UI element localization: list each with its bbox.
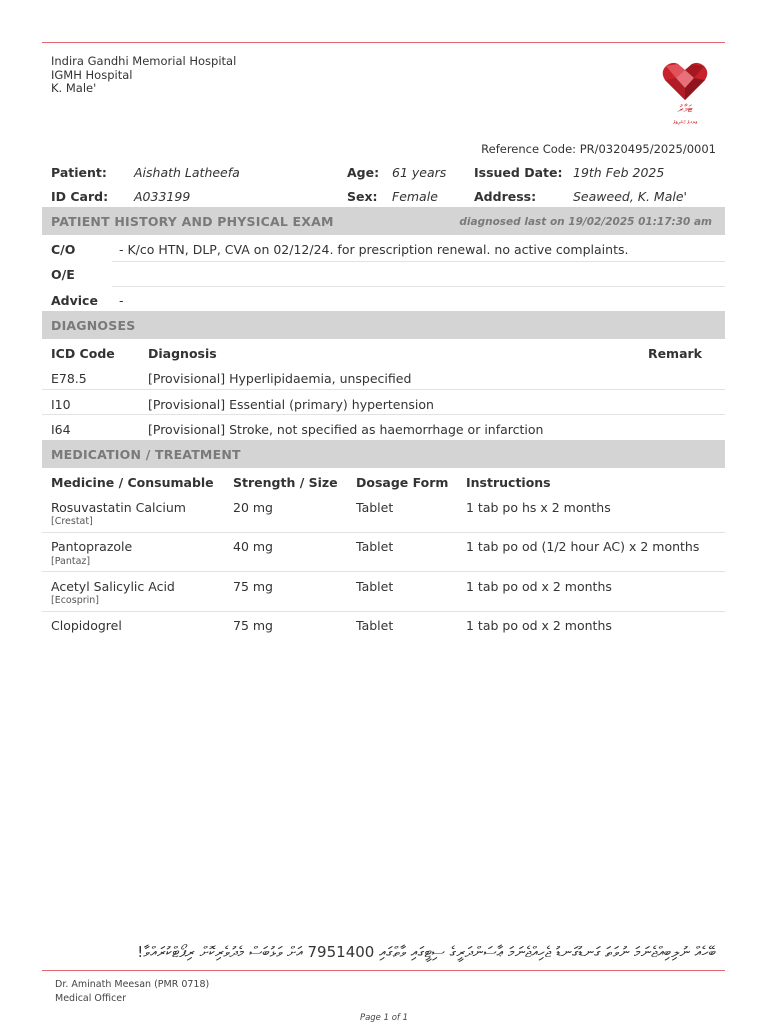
medication-row-divider [42,571,725,572]
co-value: - K/co HTN, DLP, CVA on 02/12/24. for prescription renewal. no active complaints. [119,242,629,257]
medicine-strength: 20 mg [233,500,273,515]
diagnosis-description: [Provisional] Essential (primary) hypertension [148,397,434,412]
medicine-strength: 75 mg [233,618,273,633]
reference-code: Reference Code: PR/0320495/2025/0001 [481,142,716,156]
dhivehi-notice: ބޭހެއް ނުލިބިއްޖެނަމަ ނުވަތަ ގަނޑުގަނޑު ޖެހިއްޖެނަމަ ޢާސަންދަރީގެ ސިޓީގައި ވާތްގައި 7951400 އަށް ވަޅުބަސް މެދުވެރިކޮށް ރިޕޯޓްކުރައްވާ! [137,943,716,961]
medicine-form: Tablet [356,500,394,515]
issued-date-value: 19th Feb 2025 [573,165,665,180]
medicine-instructions: 1 tab po od (1/2 hour AC) x 2 months [466,539,700,554]
patient-info-row-1 [42,165,725,185]
oe-label: O/E [51,267,75,282]
medicine-strength: 75 mg [233,579,273,594]
doctor-name: Dr. Aminath Meesan (PMR 0718) [55,979,210,990]
dosage-form-header: Dosage Form [356,475,449,490]
diagnosis-code: I10 [51,397,71,412]
id-card-value: A033199 [134,189,191,204]
hospital-short-name: IGMH Hospital [51,67,133,82]
medicine-brand: [Ecosprin] [51,595,99,606]
doctor-role: Medical Officer [55,993,127,1004]
medicine-name: Acetyl Salicylic Acid [51,579,175,594]
hospital-name: Indira Gandhi Memorial Hospital [51,54,237,68]
strength-header: Strength / Size [233,475,338,490]
page-number: Page 1 of 1 [359,1013,409,1023]
logo-script-text: ޓަމާރު [677,104,693,115]
heart-logo-icon [654,58,716,130]
history-row-divider [112,261,725,262]
medicine-strength: 40 mg [233,539,273,554]
patient-name: Aishath Latheefa [134,165,240,180]
patient-info-row-2 [42,189,725,209]
advice-value: - [119,293,124,308]
medicine-form: Tablet [356,618,394,633]
instructions-header: Instructions [466,475,551,490]
age-value: 61 years [392,165,447,180]
icd-code-header: ICD Code [51,346,115,361]
diagnosis-code: E78.5 [51,371,87,386]
diagnosis-description: [Provisional] Hyperlipidaemia, unspecified [148,371,412,386]
diagnosed-timestamp: diagnosed last on 19/02/2025 01:17:30 am [459,216,712,228]
medicine-brand: [Crestat] [51,516,93,527]
medication-row-divider [42,611,725,612]
header-divider [42,42,725,43]
history-section-header [42,207,725,235]
medicine-instructions: 1 tab po od x 2 months [466,618,612,633]
diagnosis-row-divider [42,414,725,415]
diagnosis-row-divider [42,389,725,390]
hospital-logo [654,58,716,130]
advice-label: Advice [51,293,98,308]
remark-header: Remark [647,346,702,361]
medication-row-divider [42,532,725,533]
diagnoses-section-title: DIAGNOSES [51,318,136,333]
hospital-location: K. Male' [51,81,97,95]
medicine-instructions: 1 tab po hs x 2 months [466,500,611,515]
address-value: Seaweed, K. Male' [573,189,687,204]
medication-section-header [42,440,725,468]
medicine-name: Rosuvastatin Calcium [51,500,186,515]
co-label: C/O [51,242,76,257]
id-card-label: ID Card: [51,189,109,204]
medication-section-title: MEDICATION / TREATMENT [51,447,241,462]
history-row-divider [112,286,725,287]
history-section-title: PATIENT HISTORY AND PHYSICAL EXAM [51,214,334,229]
medicine-brand: [Pantaz] [51,556,91,567]
medicine-name: Clopidogrel [51,618,122,633]
issued-date-label: Issued Date: [474,165,563,180]
diagnosis-code: I64 [51,422,71,437]
sex-label: Sex: [347,189,378,204]
medicine-instructions: 1 tab po od x 2 months [466,579,612,594]
footer-divider [42,970,725,971]
age-label: Age: [347,165,380,180]
medicine-header: Medicine / Consumable [51,475,214,490]
diagnoses-section-header [42,311,725,339]
diagnosis-header: Diagnosis [148,346,217,361]
medicine-form: Tablet [356,579,394,594]
address-label: Address: [474,189,537,204]
sex-value: Female [392,189,438,204]
hospital-info [51,55,236,96]
logo-tagline-text: ޖަނަރަލް ހޮސްޕިޓަލް [672,121,698,126]
patient-label: Patient: [51,165,107,180]
diagnosis-description: [Provisional] Stroke, not specified as haemorrhage or infarction [148,422,544,437]
medicine-form: Tablet [356,539,394,554]
medicine-name: Pantoprazole [51,539,133,554]
